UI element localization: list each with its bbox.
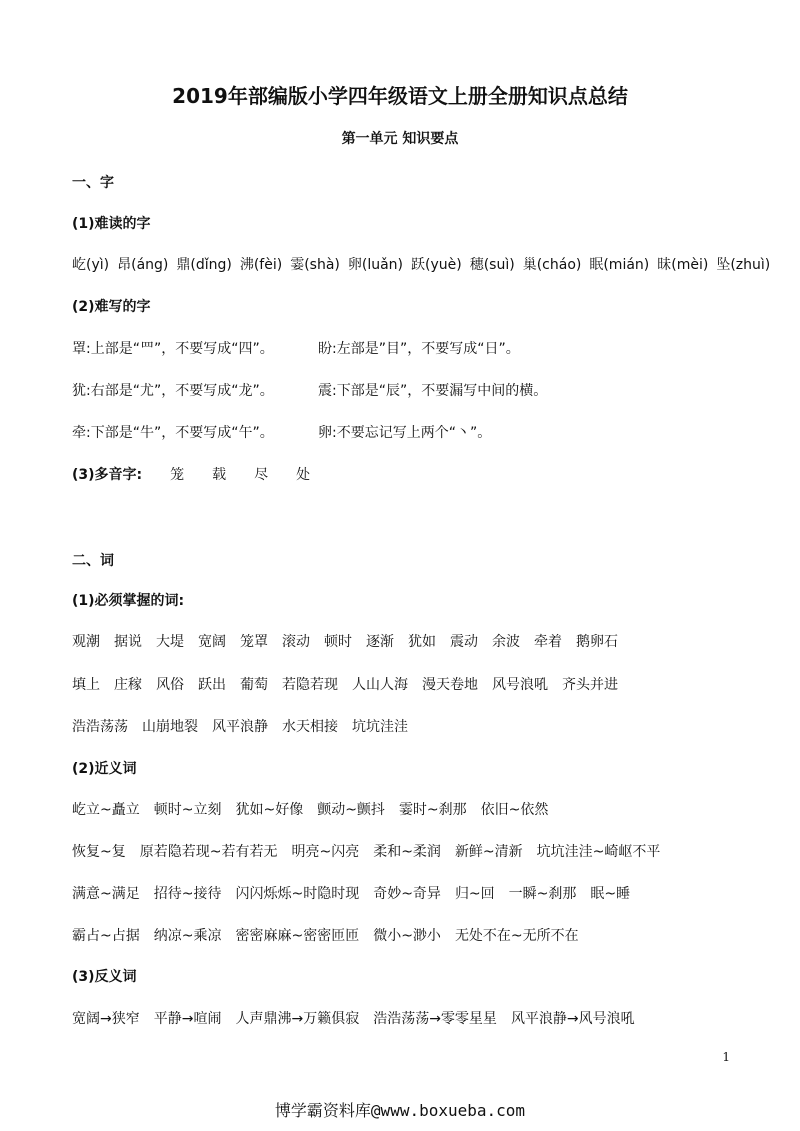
list-item: 巢(cháo) <box>522 257 582 273</box>
list-item: 眠(mián) <box>589 257 650 273</box>
word-item: 归~回 <box>454 886 495 902</box>
footer-watermark: 博学霸资料库@www.boxueba.com <box>274 1101 526 1120</box>
hard-to-write-row-1-left: 罩:上部是“罒”，不要写成“四”。 <box>72 341 274 357</box>
word-item: 齐头并进 <box>562 677 618 693</box>
word-item: 大堤 <box>156 634 184 650</box>
antonyms-row-1 <box>72 1008 649 1028</box>
synonyms-row-2 <box>72 841 674 861</box>
word-item: 庄稼 <box>114 677 142 693</box>
word-item: 闪闪烁烁~时隐时现 <box>235 886 360 902</box>
list-item: 霎(shà) <box>290 257 340 273</box>
word-item: 微小~渺小 <box>373 928 441 944</box>
list-item: 穗(suì) <box>469 257 515 273</box>
word-item: 据说 <box>114 634 142 650</box>
list-item: 昂(áng) <box>117 257 169 273</box>
list-item: 坠(zhuì) <box>716 257 771 273</box>
subheading-hard-to-write: (2)难写的字 <box>72 299 151 315</box>
word-item: 明亮~闪亮 <box>291 844 360 860</box>
word-item: 新鲜~清新 <box>454 844 523 860</box>
word-item: 顿时~立刻 <box>153 802 222 818</box>
word-item: 观潮 <box>72 634 100 650</box>
polyphonic-char: 处 <box>296 467 311 483</box>
word-item: 宽阔→狭窄 <box>72 1011 140 1027</box>
hard-to-write-row-2-right: 震:下部是“辰”，不要漏写中间的横。 <box>318 383 548 399</box>
word-item: 浩浩荡荡 <box>72 719 128 735</box>
unit-subtitle: 第一单元 知识要点 <box>341 131 459 147</box>
polyphonic-row <box>72 464 310 484</box>
word-item: 无处不在~无所不在 <box>454 928 579 944</box>
polyphonic-char: 尽 <box>254 467 269 483</box>
word-item: 霸占~占据 <box>72 928 140 944</box>
word-item: 屹立~矗立 <box>72 802 140 818</box>
word-item: 鹅卵石 <box>576 634 618 650</box>
word-item: 霎时~刹那 <box>398 802 467 818</box>
list-item: 屹(yì) <box>72 257 110 273</box>
list-item: 沸(fèi) <box>239 257 283 273</box>
word-item: 柔和~柔润 <box>373 844 441 860</box>
page-number: 1 <box>722 1050 730 1064</box>
word-item: 犹如 <box>408 634 436 650</box>
subheading-hard-to-read: (1)难读的字 <box>72 216 151 232</box>
word-item: 风号浪吼 <box>492 677 548 693</box>
word-item: 笼罩 <box>240 634 268 650</box>
word-item: 若隐若现 <box>282 677 338 693</box>
word-item: 填上 <box>72 677 100 693</box>
hard-to-write-row-2-left: 犹:右部是“尤”，不要写成“龙”。 <box>72 383 274 399</box>
section-heading-words: 二、词 <box>72 553 114 569</box>
list-item: 昧(mèi) <box>657 257 709 273</box>
word-item: 恢复~复 <box>72 844 126 860</box>
word-item: 原若隐若现~若有若无 <box>139 844 278 860</box>
word-item: 风平浪静→风号浪吼 <box>510 1011 635 1027</box>
word-item: 平静→喧闹 <box>153 1011 222 1027</box>
hard-to-read-list <box>72 254 778 274</box>
word-item: 满意~满足 <box>72 886 140 902</box>
word-item: 浩浩荡荡→零零星星 <box>373 1011 497 1027</box>
word-item: 犹如~好像 <box>235 802 304 818</box>
must-master-row-3 <box>72 716 422 736</box>
word-item: 跃出 <box>198 677 226 693</box>
subheading-must-master: (1)必须掌握的词: <box>72 593 185 609</box>
list-item: 卵(luǎn) <box>347 257 404 273</box>
word-item: 逐渐 <box>366 634 394 650</box>
subheading-antonyms: (3)反义词 <box>72 969 137 985</box>
word-item: 葡萄 <box>240 677 268 693</box>
polyphonic-char: 载 <box>212 467 227 483</box>
must-master-row-1 <box>72 631 632 651</box>
word-item: 招待~接待 <box>153 886 222 902</box>
word-item: 人山人海 <box>352 677 408 693</box>
subheading-synonyms: (2)近义词 <box>72 761 137 777</box>
word-item: 余波 <box>492 634 520 650</box>
word-item: 颤动~颤抖 <box>317 802 385 818</box>
word-item: 依旧~依然 <box>480 802 549 818</box>
word-item: 震动 <box>450 634 478 650</box>
word-item: 一瞬~刹那 <box>508 886 577 902</box>
page-title: 2019年部编版小学四年级语文上册全册知识点总结 <box>172 84 628 108</box>
must-master-row-2 <box>72 674 632 694</box>
word-item: 坑坑洼洼 <box>352 719 408 735</box>
list-item: 鼎(dǐng) <box>176 257 232 273</box>
hard-to-write-row-1-right: 盼:左部是”目”，不要写成“日”。 <box>318 341 520 357</box>
word-item: 风俗 <box>156 677 184 693</box>
word-item: 顿时 <box>324 634 352 650</box>
word-item: 风平浪静 <box>212 719 268 735</box>
word-item: 眠~睡 <box>590 886 631 902</box>
synonyms-row-1 <box>72 799 562 819</box>
word-item: 宽阔 <box>198 634 226 650</box>
hard-to-write-row-3-right: 卵:不要忘记写上两个“丶”。 <box>318 425 492 441</box>
word-item: 密密麻麻~密密匝匝 <box>235 928 360 944</box>
word-item: 漫天卷地 <box>422 677 478 693</box>
synonyms-row-4 <box>72 925 593 945</box>
word-item: 纳凉~乘凉 <box>153 928 222 944</box>
word-item: 坑坑洼洼~崎岖不平 <box>536 844 661 860</box>
word-item: 滚动 <box>282 634 310 650</box>
subheading-polyphonic: (3)多音字: <box>72 467 143 483</box>
synonyms-row-3 <box>72 883 644 903</box>
word-item: 奇妙~奇异 <box>373 886 441 902</box>
section-heading-characters: 一、字 <box>72 175 114 191</box>
word-item: 水天相接 <box>282 719 338 735</box>
polyphonic-char: 笼 <box>170 467 185 483</box>
hard-to-write-row-3-left: 牵:下部是“牛”，不要写成“午”。 <box>72 425 274 441</box>
word-item: 牵着 <box>534 634 562 650</box>
word-item: 人声鼎沸→万籁俱寂 <box>235 1011 360 1027</box>
list-item: 跃(yuè) <box>411 257 462 273</box>
word-item: 山崩地裂 <box>142 719 198 735</box>
